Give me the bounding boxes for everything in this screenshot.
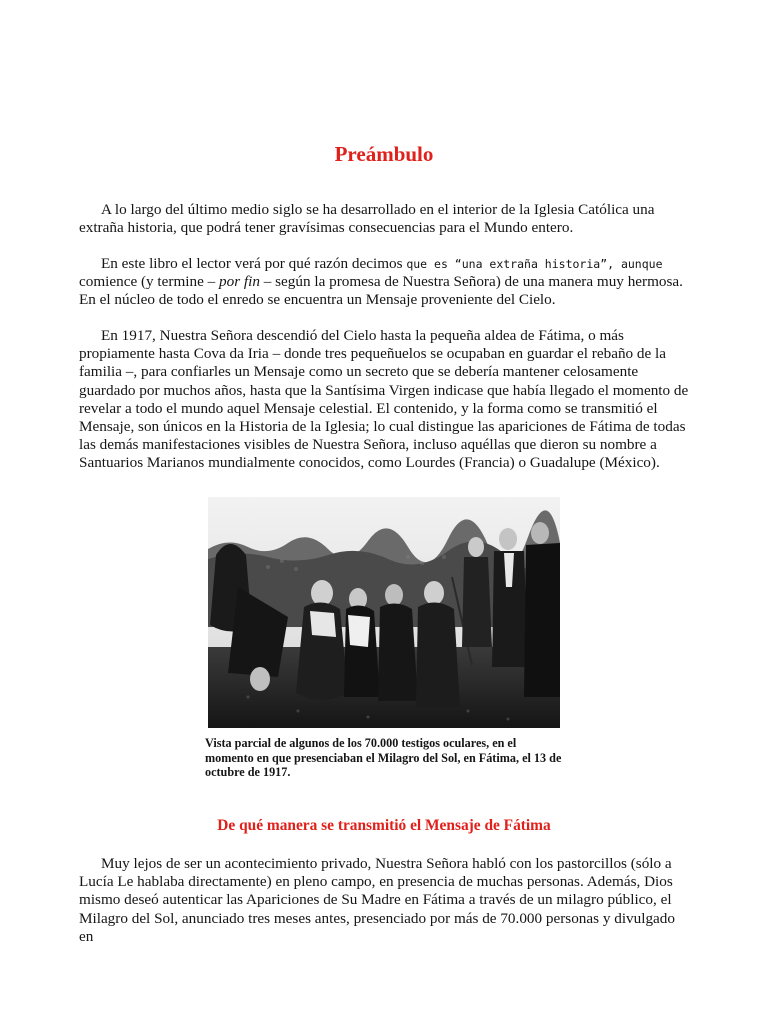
paragraph-book-quote: que es “una extraña historia”, aunque xyxy=(406,257,663,271)
paragraph-book xyxy=(79,255,691,310)
paragraph-book-text-3: – según la promesa de Nuestra Señora) de una manera muy hermosa. En el núcleo de todo el enredo se encuentra un Mensaje proveniente del Cielo. xyxy=(79,273,683,309)
page-title: Preámbulo xyxy=(334,142,434,166)
photo-caption: Vista parcial de algunos de los 70.000 testigos oculares, en el momento en que presenciaban el Milagro del Sol, en Fátima, el 13 de octubre de 1917. xyxy=(205,736,562,779)
section-heading: De qué manera se transmitió el Mensaje de Fátima xyxy=(217,817,551,834)
paragraph-fatima-1917: En 1917, Nuestra Señora descendió del Cielo hasta la pequeña aldea de Fátima, o más propiamente hasta Cova da Iria – donde tres pequeñuelos se ocupaban en guardar el rebaño de la familia –, para confiarles un Mensaje como un secreto que se debería mantener celosamente guardado por muchos años, hasta que la Santísima Virgen indicase que había llegado el momento de revelar a todo el mundo aquel Mensaje celestial. El contenido, y la forma como se transmitió el Mensaje, son únicos en la Historia de la Iglesia; lo cual distingue las apariciones de Fátima de todas las demás manifestaciones visibles de Nuestra Señora, incluso aquéllas que dieron su nombre a Santuarios Marianos mundialmente conocidos, como Lourdes (Francia) o Guadalupe (México). xyxy=(79,327,689,472)
paragraph-transmission: Muy lejos de ser un acontecimiento privado, Nuestra Señora habló con los pastorcillos (sólo a Lucía Le hablaba directamente) en pleno campo, en presencia de muchas personas. Además, Dios mismo deseó autenticar las Apariciones de Su Madre en Fátima a través de un milagro público, el Milagro del Sol, anunciado tres meses antes, presenciado por más de 70.000 personas y divulgado en xyxy=(79,855,675,945)
paragraph-book-italic: por fin xyxy=(219,273,260,291)
paragraph-book-text-2: comience (y termine – xyxy=(79,273,220,291)
historical-photo xyxy=(208,497,560,728)
paragraph-book-text-1: En este libro el lector verá por qué razón decimos xyxy=(101,255,407,272)
crowd-photo-illustration xyxy=(208,497,560,728)
paragraph-intro: A lo largo del último medio siglo se ha desarrollado en el interior de la Iglesia Católica una extraña historia, que podrá tener gravísimas consecuencias para el Mundo entero. xyxy=(79,201,655,237)
